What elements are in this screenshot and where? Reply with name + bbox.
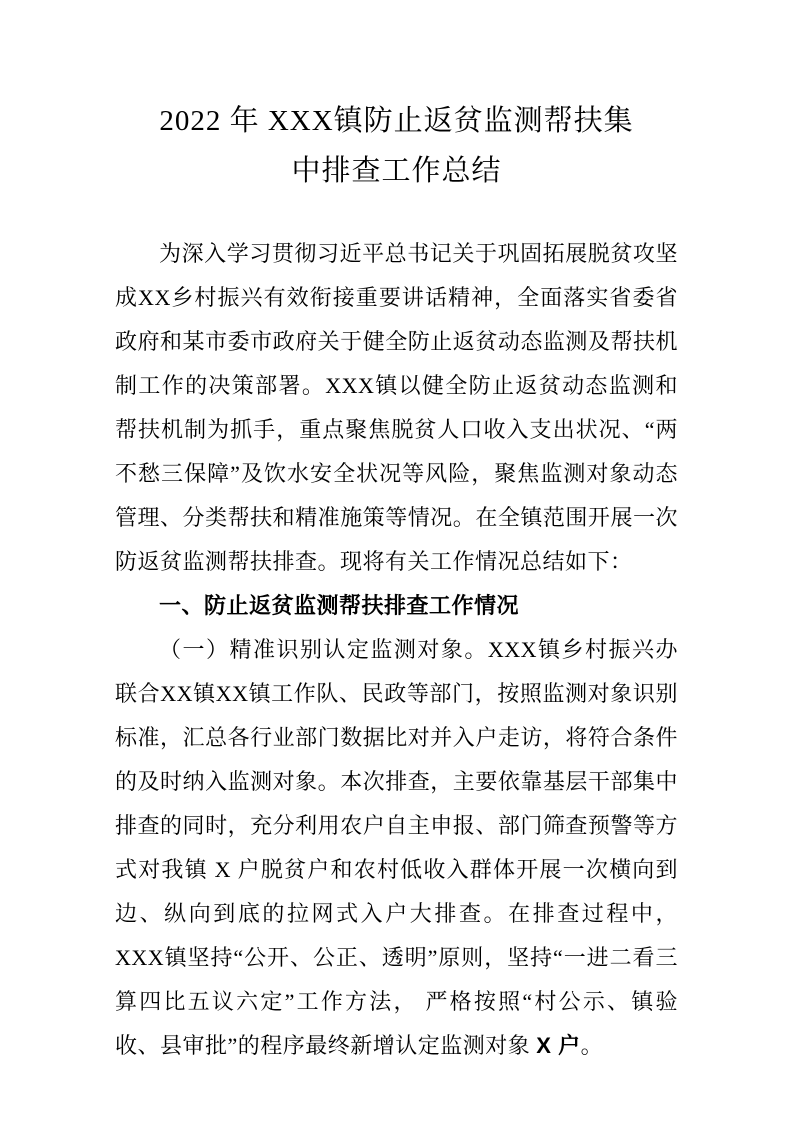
item-1-text: XXX镇乡村振兴办联合XX镇XX镇工作队、民政等部门，按照监测对象识别标准，汇总各行业部门数据比对并入户走访，将符合条件的及时纳入监测对象。本次排查，主要依靠基层干部集中排查的同时，充分利用农户自主申报、部门筛查预警等方式对我镇 X 户脱贫户和农村低收入群体开展一次横向到边、纵向到底的拉网式入户大排查。在排查过程中，XXX镇坚持“公开、公正、透明”原则，坚持“一进二看三算四比五议六定”工作方法， 严格按照“村公示、镇验收、县审批”的程序最终新增认定监测对象 bbox=[115, 637, 678, 1058]
intro-paragraph: 为深入学习贯彻习近平总书记关于巩固拓展脱贫攻坚成XX乡村振兴有效衔接重要讲话精神，全面落实省委省政府和某市委市政府关于健全防止返贫动态监测及帮扶机制工作的决策部署。XXX镇以健全防止返贫动态监测和帮扶机制为抓手，重点聚焦脱贫人口收入支出状况、“两不愁三保障”及饮水安全状况等风险，聚焦监测对象动态管理、分类帮扶和精准施策等情况。在全镇范围开展一次防返贫监测帮扶排查。现将有关工作情况总结如下： bbox=[115, 241, 678, 574]
title-line-1: 2022 年 XXX镇防止返贫监测帮扶集 bbox=[159, 105, 634, 137]
section-1-heading: 一、防止返贫监测帮扶排查工作情况 bbox=[159, 593, 520, 618]
item-1-lead: （一）精准识别认定监测对象。 bbox=[159, 637, 488, 662]
item-1-paragraph bbox=[115, 628, 678, 1068]
item-1-bold-value: X 户 bbox=[536, 1033, 581, 1058]
item-1-tail: 。 bbox=[580, 1033, 604, 1058]
document-title bbox=[115, 96, 678, 196]
title-line-2: 中排查工作总结 bbox=[291, 155, 502, 187]
